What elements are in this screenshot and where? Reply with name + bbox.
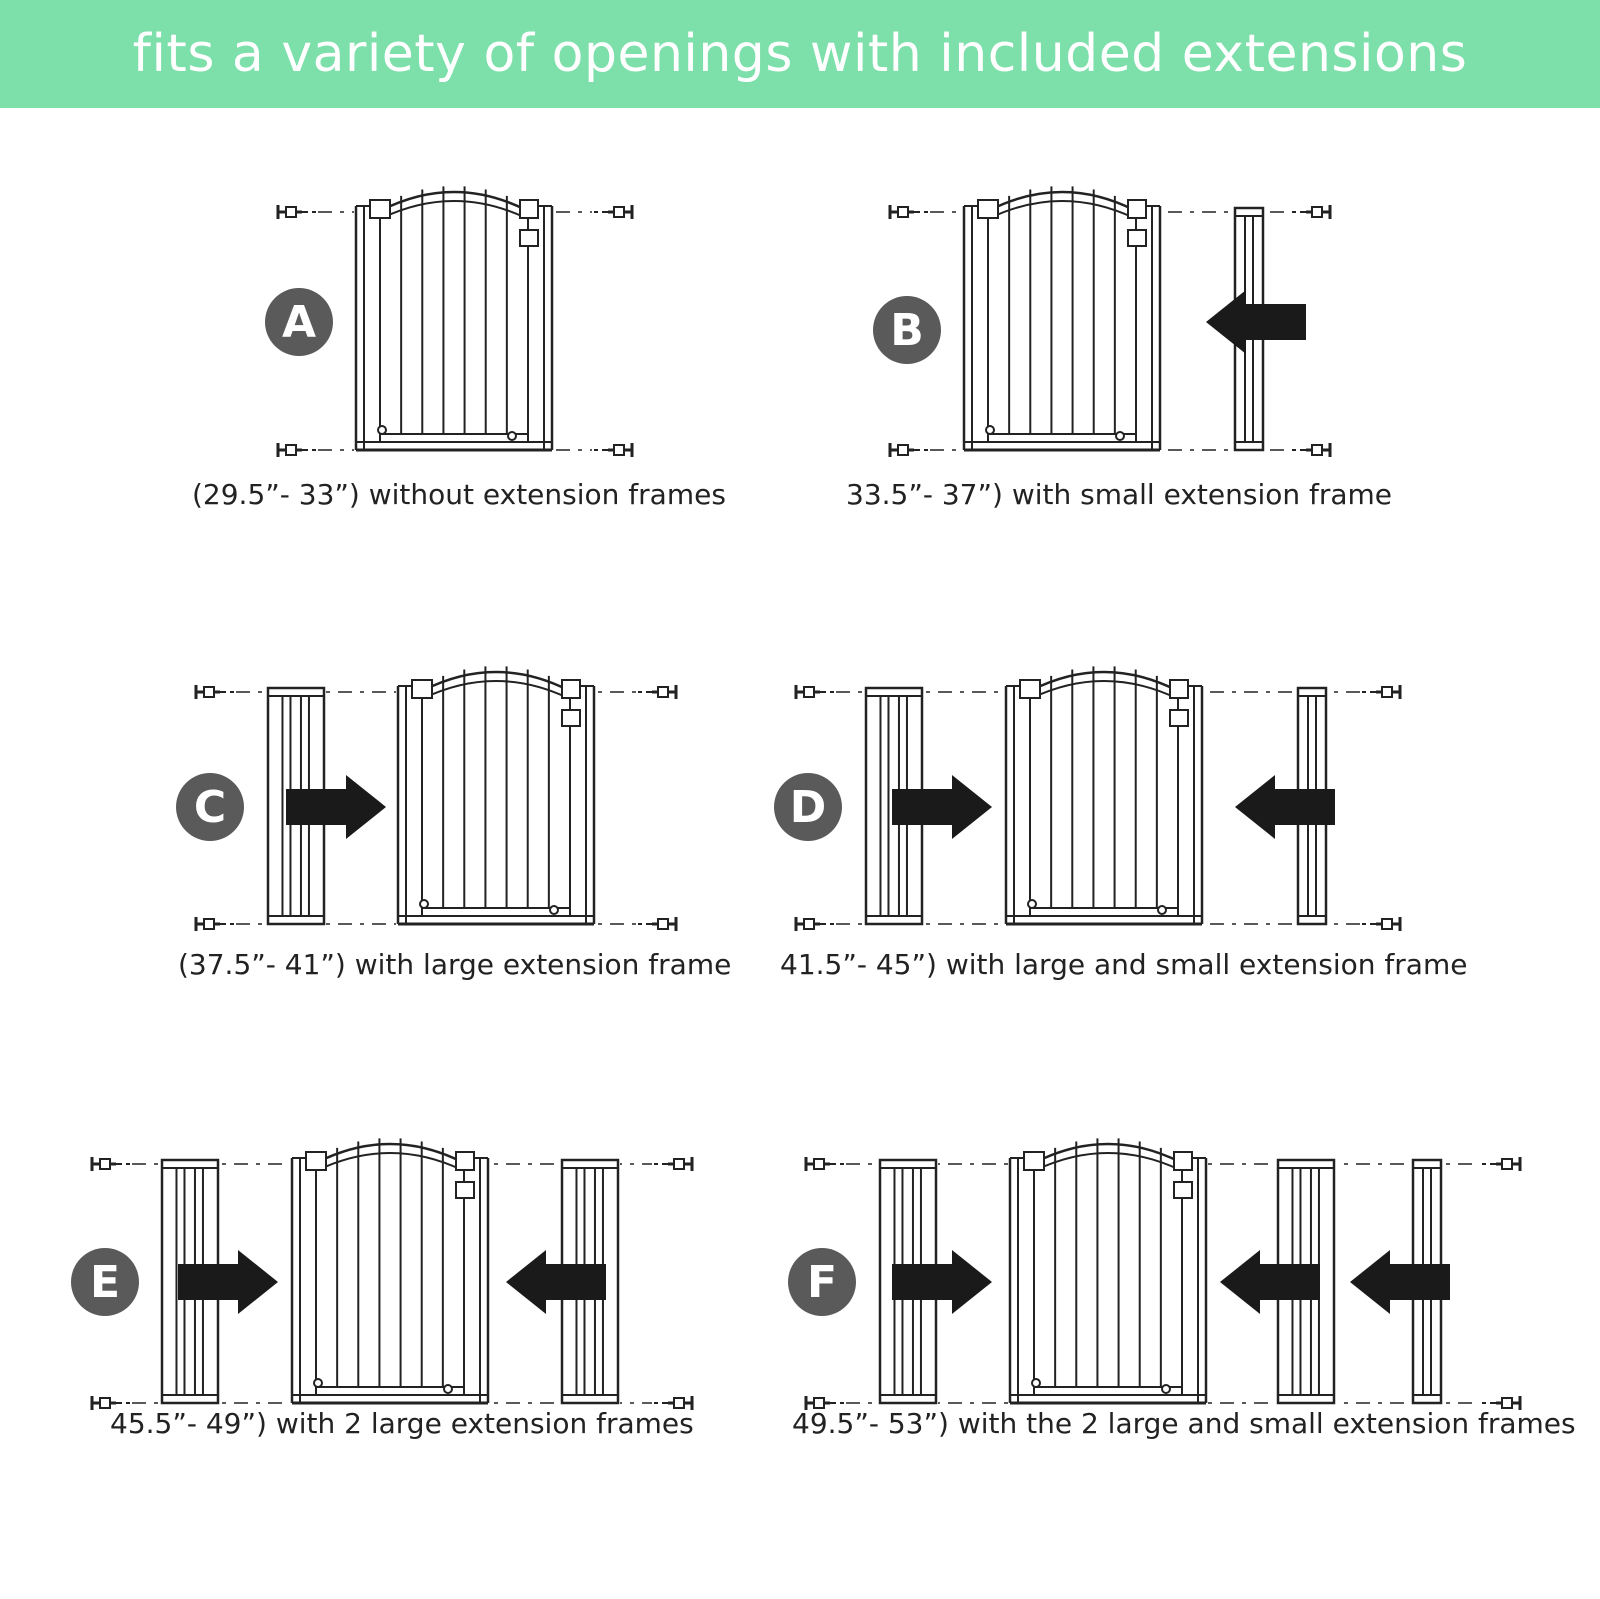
screw-icon — [638, 917, 676, 931]
latch-icon — [1174, 1182, 1192, 1198]
config-c — [176, 664, 676, 932]
screw-icon — [654, 1157, 692, 1171]
screw-icon — [1292, 443, 1330, 457]
hinge-icon — [520, 200, 538, 218]
badge-f — [788, 1248, 856, 1316]
header-title: fits a variety of openings with included extensions — [132, 24, 1468, 84]
hinge-icon — [562, 680, 580, 698]
hinge-icon — [978, 200, 998, 218]
screw-icon — [1292, 205, 1330, 219]
hinge-icon — [1020, 680, 1040, 698]
svg-text:E: E — [89, 1257, 121, 1308]
caption-e: 45.5”- 49”) with 2 large extension frames — [110, 1407, 694, 1440]
svg-text:A: A — [281, 297, 317, 348]
screw-icon — [796, 685, 834, 699]
screw-icon — [1482, 1157, 1520, 1171]
caption-b: 33.5”- 37”) with small extension frame — [846, 478, 1393, 511]
badge-c — [176, 773, 244, 841]
screw-icon — [1362, 917, 1400, 931]
screw-icon — [890, 205, 928, 219]
screw-icon — [278, 205, 316, 219]
hinge-icon — [456, 1152, 474, 1170]
config-e — [71, 1136, 692, 1411]
screw-icon — [796, 917, 834, 931]
screw-icon — [196, 917, 234, 931]
screw-icon — [594, 205, 632, 219]
badge-b — [873, 296, 941, 364]
screw-icon — [638, 685, 676, 699]
config-f — [788, 1136, 1520, 1411]
config-d — [774, 664, 1400, 932]
caption-f: 49.5”- 53”) with the 2 large and small extension frames — [792, 1407, 1576, 1440]
latch-icon — [562, 710, 580, 726]
latch-icon — [1128, 230, 1146, 246]
screw-icon — [196, 685, 234, 699]
hinge-icon — [1174, 1152, 1192, 1170]
hinge-icon — [1128, 200, 1146, 218]
screw-icon — [92, 1157, 130, 1171]
svg-text:C: C — [193, 782, 227, 833]
caption-a: (29.5”- 33”) without extension frames — [192, 478, 726, 511]
latch-icon — [1170, 710, 1188, 726]
caption-d: 41.5”- 45”) with large and small extension frame — [780, 948, 1468, 981]
hinge-icon — [306, 1152, 326, 1170]
badge-a — [265, 288, 333, 356]
hinge-icon — [370, 200, 390, 218]
badge-d — [774, 773, 842, 841]
caption-c: (37.5”- 41”) with large extension frame — [178, 948, 732, 981]
hinge-icon — [1170, 680, 1188, 698]
svg-text:D: D — [789, 782, 827, 833]
svg-text:F: F — [806, 1257, 838, 1308]
screw-icon — [278, 443, 316, 457]
screw-icon — [890, 443, 928, 457]
screw-icon — [1362, 685, 1400, 699]
config-b — [873, 184, 1330, 458]
screw-icon — [594, 443, 632, 457]
config-a — [265, 184, 632, 458]
latch-icon — [520, 230, 538, 246]
hinge-icon — [412, 680, 432, 698]
badge-e — [71, 1248, 139, 1316]
screw-icon — [806, 1157, 844, 1171]
latch-icon — [456, 1182, 474, 1198]
svg-text:B: B — [890, 305, 924, 356]
hinge-icon — [1024, 1152, 1044, 1170]
